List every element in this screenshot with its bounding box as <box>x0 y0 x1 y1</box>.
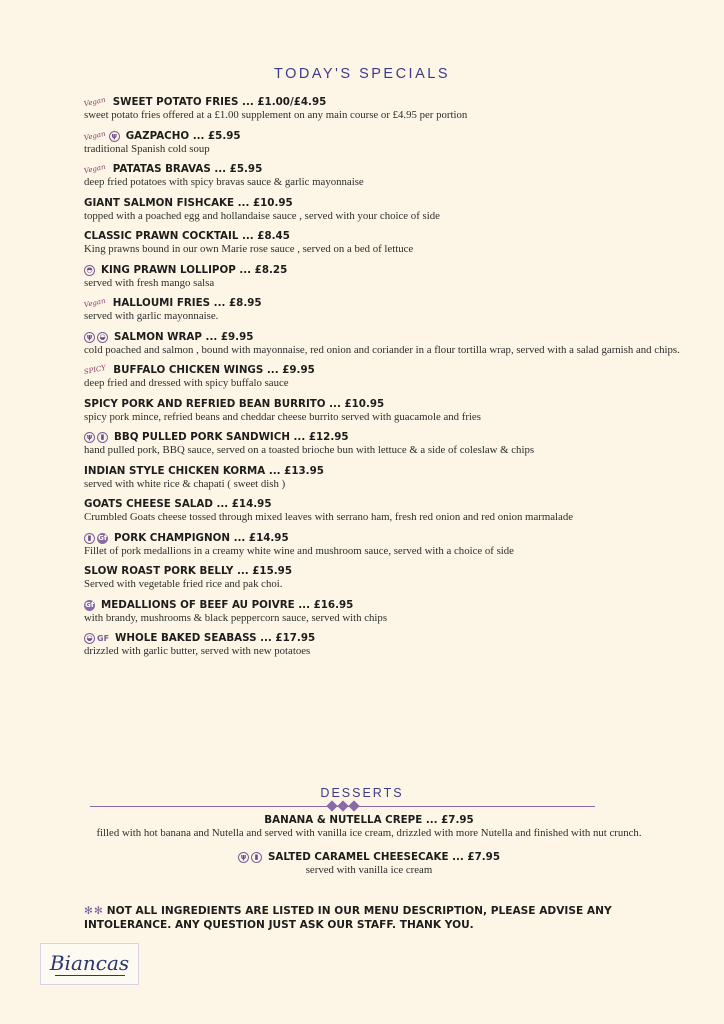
menu-item <box>84 498 694 525</box>
item-name: WHOLE BAKED SEABASS ... £17.95 <box>115 632 316 644</box>
item-description: served with fresh mango salsa <box>84 276 215 289</box>
milk-icon: ▮ <box>84 533 95 544</box>
item-description: drizzled with garlic butter, served with new potatoes <box>84 645 311 657</box>
item-name: GIANT SALMON FISHCAKE ... £10.95 <box>84 196 293 209</box>
notice-text: NOT ALL INGREDIENTS ARE LISTED IN OUR MENU DESCRIPTION, PLEASE ADVISE ANY INTOLERANCE. ANY QUESTION JUST ASK OUR STAFF. THANK YOU. <box>84 905 612 931</box>
item-description: topped with a poached egg and hollandaise sauce , served with your choice of side <box>84 209 440 222</box>
menu-item <box>84 297 694 324</box>
menu-item <box>84 364 694 391</box>
milk-icon: ▮ <box>251 852 262 863</box>
menu-item <box>84 130 694 157</box>
menu-item <box>84 230 694 257</box>
milk-icon: ▮ <box>97 432 108 443</box>
item-name: SWEET POTATO FRIES ... £1.00/£4.95 <box>112 96 327 108</box>
item-name: KING PRAWN LOLLIPOP ... £8.25 <box>101 263 288 276</box>
item-name: HALLOUMI FRIES ... £8.95 <box>112 297 262 309</box>
dietary-icons <box>84 96 109 109</box>
menu-item <box>84 599 694 626</box>
dietary-icons <box>84 432 110 443</box>
menu-item <box>84 532 694 559</box>
dietary-icons <box>84 163 109 176</box>
wheat-icon: ψ <box>238 852 249 863</box>
shellfish-icon: ◓ <box>84 265 95 276</box>
desserts-list <box>84 814 654 887</box>
logo-text: Biancas <box>49 950 130 975</box>
item-description: spicy pork mince, refried beans and cheddar cheese burrito served with guacamole and fries <box>84 410 481 423</box>
fish-icon: ◒ <box>84 633 95 644</box>
item-name: BUFFALO CHICKEN WINGS ... £9.95 <box>113 364 315 376</box>
item-description: served with white rice & chapati ( sweet dish ) <box>84 477 286 490</box>
menu-item <box>84 197 694 224</box>
biancas-logo <box>40 943 139 985</box>
vegan-icon: Vegan <box>83 296 107 310</box>
item-name: SALTED CARAMEL CHEESECAKE ... £7.95 <box>268 850 500 863</box>
page-title: TODAY'S SPECIALS <box>273 66 450 82</box>
dietary-icons <box>84 332 110 343</box>
item-description: traditional Spanish cold soup <box>84 142 210 155</box>
item-description: King prawns bound in our own Marie rose sauce , served on a bed of lettuce <box>84 243 414 255</box>
menu-item <box>84 96 694 123</box>
dietary-icons <box>238 852 264 863</box>
item-description: hand pulled pork, BBQ sauce, served on a toasted brioche bun with lettuce & a side of coleslaw & chips <box>84 444 535 456</box>
item-description: served with garlic mayonnaise. <box>84 310 219 322</box>
item-name: BBQ PULLED PORK SANDWICH ... £12.95 <box>114 431 349 443</box>
item-description: with brandy, mushrooms & black peppercorn sauce, served with chips <box>84 611 388 624</box>
vegan-icon: Vegan <box>83 162 107 176</box>
dietary-icons <box>84 533 110 544</box>
asterisk-icon: ✻✻ <box>84 905 104 917</box>
menu-item <box>84 431 694 458</box>
desserts-title: DESSERTS <box>320 786 404 800</box>
menu-item <box>84 465 694 492</box>
item-name: MEDALLIONS OF BEEF AU POIVRE ... £16.95 <box>101 598 354 611</box>
item-description: sweet potato fries offered at a £1.00 supplement on any main course or £4.95 per portion <box>84 109 468 121</box>
item-description: cold poached and salmon , bound with mayonnaise, red onion and coriander in a flour tortilla wrap, served with a salad garnish and chips. <box>84 343 680 356</box>
item-name: SALMON WRAP ... £9.95 <box>114 330 254 343</box>
gluten-free-icon: Gf <box>85 600 94 609</box>
item-name: CLASSIC PRAWN COCKTAIL ... £8.45 <box>84 230 290 242</box>
menu-item <box>84 331 694 358</box>
item-name: INDIAN STYLE CHICKEN KORMA ... £13.95 <box>84 464 324 477</box>
menu-item <box>84 565 694 592</box>
menu-item <box>84 398 694 425</box>
item-name: PATATAS BRAVAS ... £5.95 <box>112 163 263 175</box>
gluten-free-icon: GF <box>97 634 110 643</box>
item-description: Crumbled Goats cheese tossed through mixed leaves with serrano ham, fresh red onion and red onion marmalade <box>84 511 574 523</box>
spicy-icon: SPICY <box>83 363 107 377</box>
wheat-icon: ψ <box>84 332 95 343</box>
item-description: deep fried potatoes with spicy bravas sauce & garlic mayonnaise <box>84 176 364 188</box>
gluten-free-icon: Gf <box>98 533 107 542</box>
menu-item <box>84 851 654 878</box>
allergen-notice <box>84 904 644 932</box>
dietary-icons <box>84 265 97 276</box>
dietary-icons <box>84 632 111 645</box>
vegan-icon: Vegan <box>83 129 107 142</box>
dietary-icons <box>84 130 122 143</box>
fish-icon: ◒ <box>97 332 108 343</box>
item-name: PORK CHAMPIGNON ... £14.95 <box>114 531 289 544</box>
vegan-icon: Vegan <box>83 95 107 109</box>
menu-item <box>84 632 694 659</box>
item-description: Served with vegetable fried rice and pak choi. <box>84 578 283 590</box>
desserts-divider <box>90 800 595 814</box>
dietary-icons <box>84 364 109 377</box>
item-name: GAZPACHO ... £5.95 <box>125 129 241 142</box>
specials-list <box>84 96 694 666</box>
menu-item <box>84 264 694 291</box>
item-name: SLOW ROAST PORK BELLY ... £15.95 <box>84 565 292 577</box>
item-name: SPICY PORK AND REFRIED BEAN BURRITO ... £10.95 <box>84 397 385 410</box>
dietary-icons <box>84 297 109 310</box>
wheat-icon: ψ <box>84 432 95 443</box>
dietary-icons <box>84 600 97 611</box>
item-description: deep fried and dressed with spicy buffalo sauce <box>84 377 289 389</box>
menu-item <box>84 163 694 190</box>
item-name: GOATS CHEESE SALAD ... £14.95 <box>84 498 272 510</box>
item-description: filled with hot banana and Nutella and served with vanilla ice cream, drizzled with more Nutella and finished with nut crunch. <box>96 827 642 839</box>
wheat-icon: ψ <box>109 131 120 142</box>
menu-item <box>84 814 654 841</box>
item-description: Fillet of pork medallions in a creamy white wine and mushroom sauce, served with a choice of side <box>84 544 514 557</box>
item-name: BANANA & NUTELLA CREPE ... £7.95 <box>264 814 474 826</box>
item-description: served with vanilla ice cream <box>305 863 433 876</box>
